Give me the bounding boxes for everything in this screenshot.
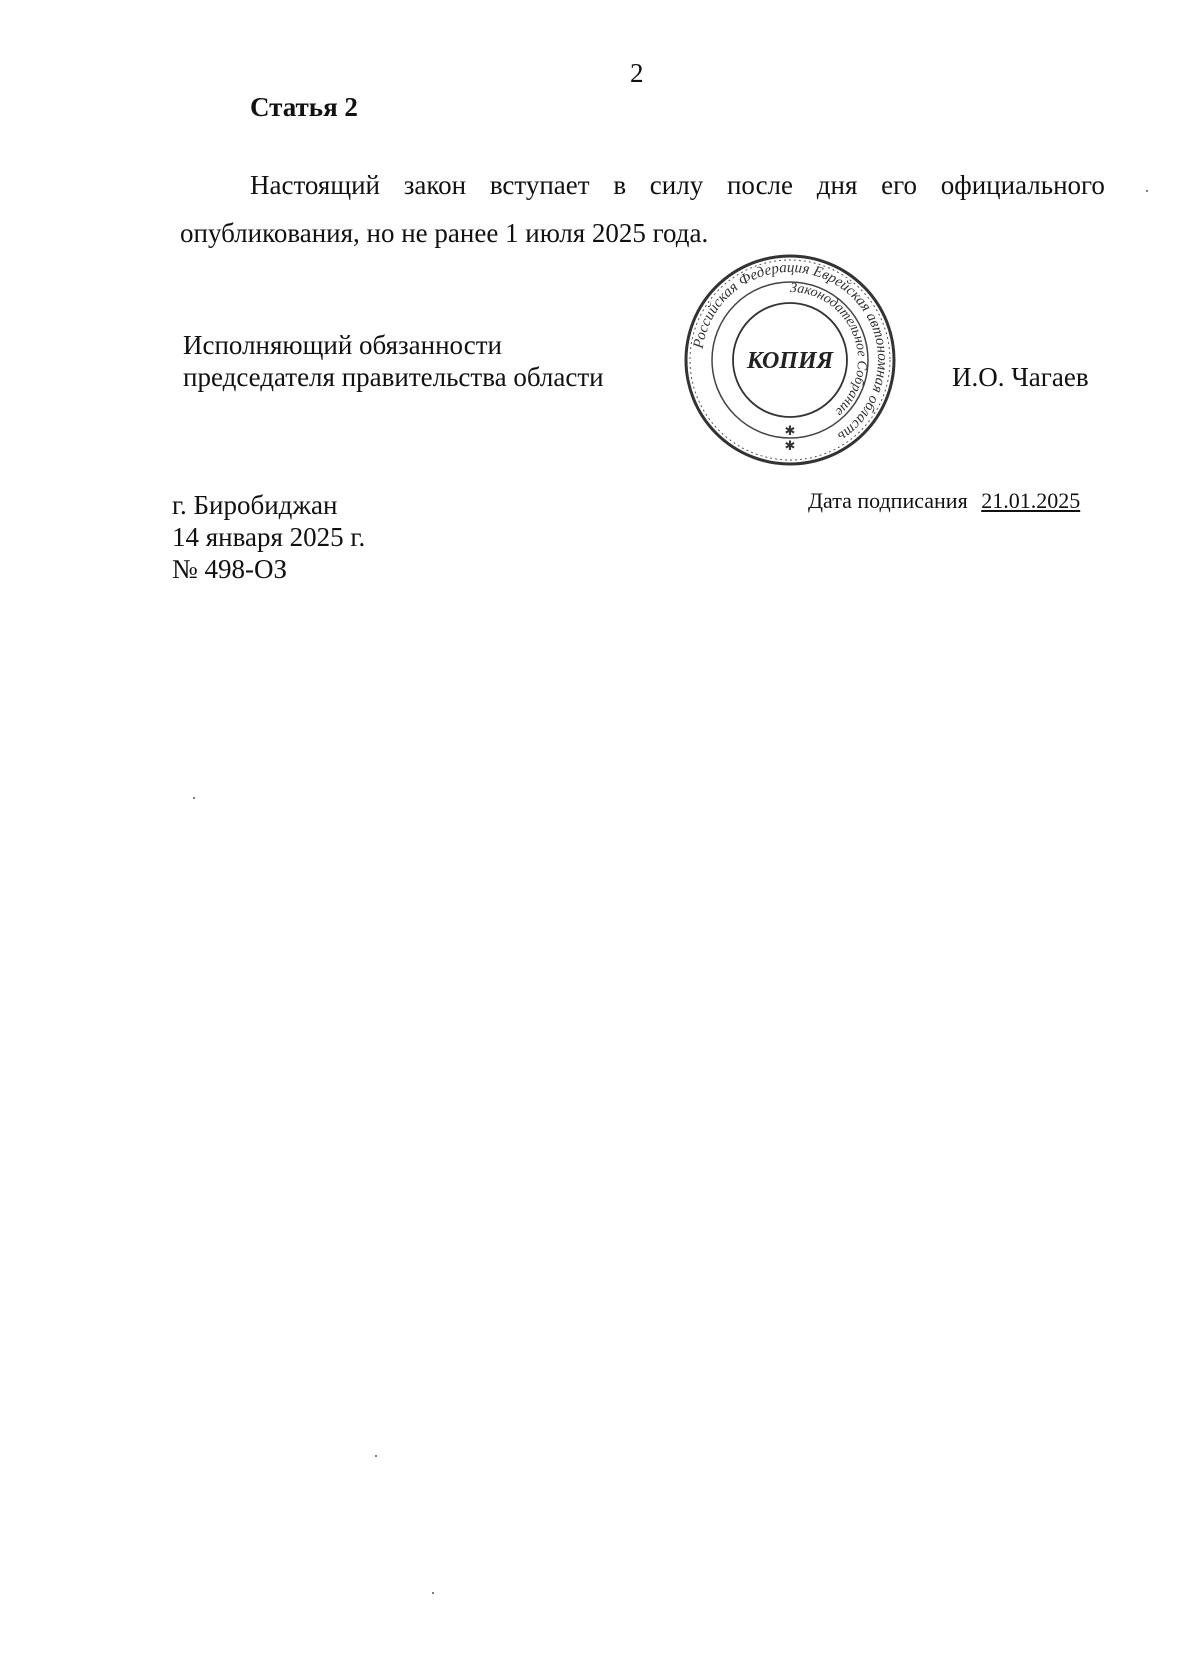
- seal-star-icon: ✱: [784, 439, 796, 454]
- official-seal-stamp: [680, 250, 900, 470]
- seal-inner-text-path: Законодательное Собрание: [789, 280, 870, 420]
- seal-star-icon: ✱: [784, 424, 796, 439]
- signing-date-label: Дата подписания: [808, 488, 968, 513]
- seal-stamp-icon: [680, 250, 900, 470]
- signing-date-value: 21.01.2025: [981, 488, 1081, 513]
- paragraph-word: Настоящий: [250, 170, 381, 200]
- paragraph-word: его: [881, 170, 917, 200]
- signer-position-line-1: Исполняющий обязанности: [183, 330, 502, 360]
- seal-center-text: КОПИЯ: [746, 348, 834, 374]
- signer-name: И.О. Чагаев: [952, 362, 1089, 392]
- city-of-signing: г. Биробиджан: [172, 490, 338, 520]
- paragraph-word: после: [726, 170, 794, 200]
- page-number: 2: [630, 58, 644, 88]
- paragraph-word: в: [613, 170, 627, 200]
- paragraph-word: силу: [649, 170, 704, 200]
- scan-speck: [193, 797, 195, 799]
- paragraph-word: официального: [940, 170, 1105, 200]
- paragraph-word: вступает: [489, 170, 590, 200]
- document-date: 14 января 2025 г.: [172, 522, 366, 552]
- article-paragraph-line-1: [250, 170, 1105, 201]
- scan-speck: [432, 1592, 434, 1594]
- signing-date-block: [808, 488, 1080, 514]
- paragraph-word: дня: [816, 170, 858, 200]
- seal-outer-text-path: Российская Федерация Еврейская автономная область: [690, 259, 891, 445]
- article-paragraph-line-2: опубликования, но не ранее 1 июля 2025 года.: [180, 218, 709, 248]
- document-number: № 498-ОЗ: [172, 554, 288, 584]
- signer-position-line-2: председателя правительства области: [183, 362, 604, 392]
- paragraph-word: закон: [403, 170, 467, 200]
- article-title: Статья 2: [250, 92, 358, 122]
- scan-speck: [375, 1455, 377, 1457]
- scan-speck: [1146, 190, 1148, 192]
